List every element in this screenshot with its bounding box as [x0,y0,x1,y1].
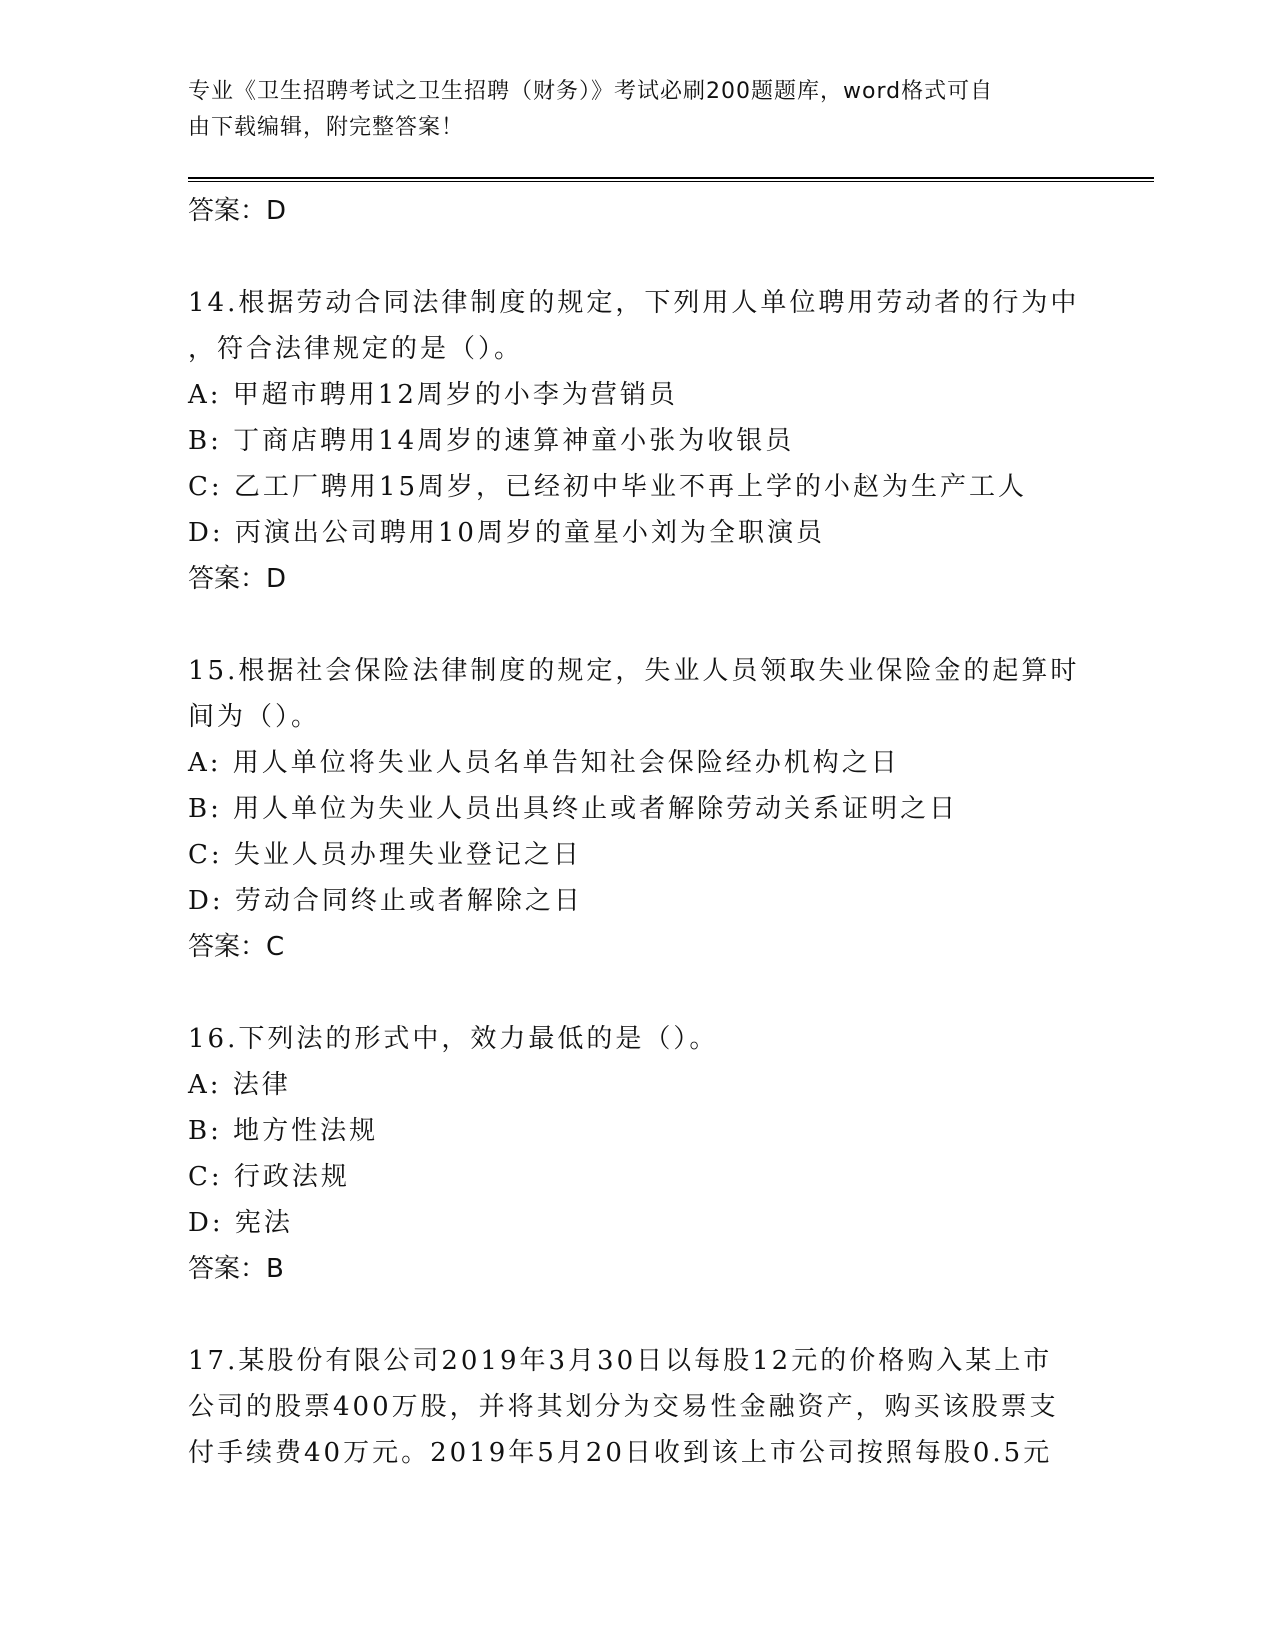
q15-answer: 答案：C [188,932,285,962]
spacer [188,234,1128,280]
question-16 [188,1016,1128,1292]
q14-stem-line-2: ，符合法律规定的是（）。 [188,334,524,364]
q16-option-c: C: 行政法规 [188,1162,350,1192]
q15-option-c: C: 失业人员办理失业登记之日 [188,840,582,870]
q16-stem-line-1: 16.下列法的形式中，效力最低的是（）。 [188,1024,719,1054]
spacer [188,970,1128,1016]
q14-answer: 答案：D [188,564,287,594]
header-line-2: 由下载编辑，附完整答案！ [188,115,465,140]
q15-stem-line-2: 间为（）。 [188,702,321,732]
header-rule-thin [188,181,1154,182]
q14-option-b: B: 丁商店聘用14周岁的速算神童小张为收银员 [188,426,795,456]
header-rule-thick [188,177,1154,179]
q17-stem-line-1: 17.某股份有限公司2019年3月30日以每股12元的价格购入某上市 [188,1346,1053,1376]
q16-option-b: B: 地方性法规 [188,1116,379,1146]
spacer [188,602,1128,648]
q14-stem-line-1: 14.根据劳动合同法律制度的规定，下列用人单位聘用劳动者的行为中 [188,288,1080,318]
question-15 [188,648,1128,970]
question-14 [188,280,1128,602]
q14-option-c: C: 乙工厂聘用15周岁，已经初中毕业不再上学的小赵为生产工人 [188,472,1028,502]
q14-option-d: D: 丙演出公司聘用10周岁的童星小刘为全职演员 [188,518,825,548]
header-line-1: 专业《卫生招聘考试之卫生招聘（财务）》考试必刷200题题库，word格式可自 [188,79,994,104]
q17-stem-line-3: 付手续费40万元。2019年5月20日收到该上市公司按照每股0.5元 [188,1438,1053,1468]
q14-option-a: A: 甲超市聘用12周岁的小李为营销员 [188,380,678,410]
q13-answer: 答案：D [188,196,287,226]
q15-option-a: A: 用人单位将失业人员名单告知社会保险经办机构之日 [188,748,900,778]
q16-option-d: D: 宪法 [188,1208,293,1238]
q16-option-a: A: 法律 [188,1070,291,1100]
q17-stem-line-2: 公司的股票400万股，并将其划分为交易性金融资产，购买该股票支 [188,1392,1059,1422]
spacer [188,1292,1128,1338]
document-header [188,74,1068,146]
q15-stem-line-1: 15.根据社会保险法律制度的规定，失业人员领取失业保险金的起算时 [188,656,1080,686]
q15-option-b: B: 用人单位为失业人员出具终止或者解除劳动关系证明之日 [188,794,959,824]
question-17 [188,1338,1128,1476]
document-body [188,188,1128,1476]
q16-answer: 答案：B [188,1254,284,1284]
q15-option-d: D: 劳动合同终止或者解除之日 [188,886,583,916]
